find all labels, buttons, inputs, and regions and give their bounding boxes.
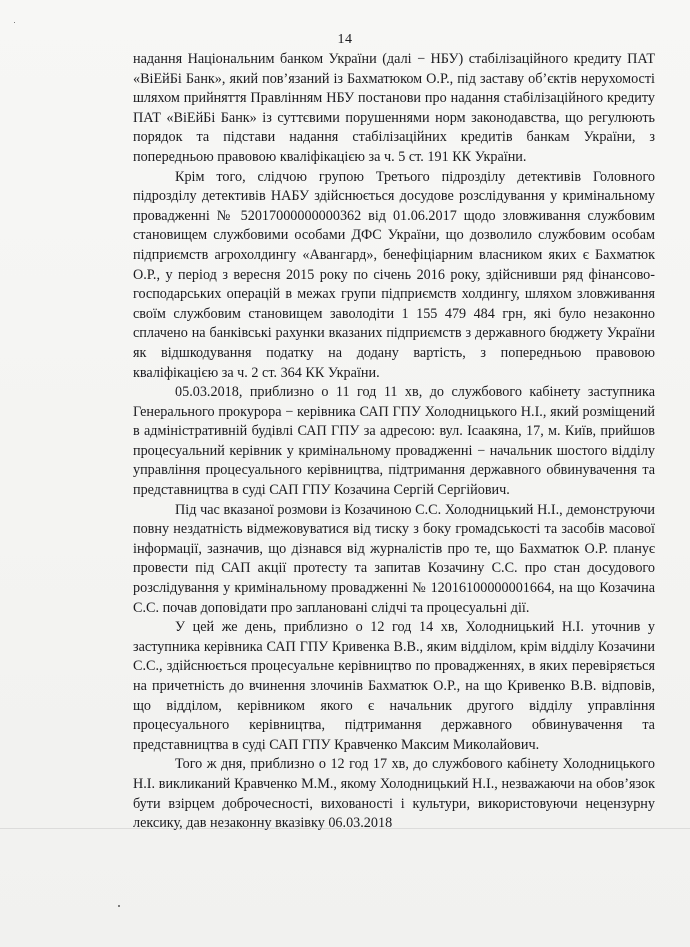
paragraph-kravchenko: Того ж дня, приблизно о 12 год 17 хв, до службового кабінету Холодницького Н.І. викликаний Кравченко М.М., якому Холодницький Н.І., незважаючи на обов’язок бути взірцем доброчесності, вихованості і культури, використовуючи нецензурну лексику, дав незаконну вказівку 06.03.2018	[133, 756, 655, 832]
scan-fold-line	[0, 828, 690, 829]
paragraph-kryvenko: У цей же день, приблизно о 12 год 14 хв, Холодницький Н.І. уточнив у заступника керівника САП ГПУ Кривенка В.В., яким відділом, крім відділу Козачини С.С., здійснюється процесуальне керівництво по провадженнях, в яких перевіряється на причетність до вчинення злочинів Бахматюк О.Р., на що Кривенко В.В. відповів, що відділом, керівником якого є начальник другого відділу управління процесуального керівництва, підтримання державного обвинувачення та представництва в суді САП ГПУ Кравченко Максим Миколайович.	[133, 619, 655, 753]
scan-speck	[14, 22, 15, 23]
paragraph-conversation: Під час вказаної розмови із Козачиною С.С. Холодницький Н.І., демонструючи повну нездатність відмежовуватися від тиску з боку громадськості та засобів масової інформації, зазначив, що дізнався від журналістів про те, що Бахматюк О.Р. планує провести під САП акції протесту та запитав Козачину С.С. про стан досудового розслідування у кримінальному провадженні № 12016100000001664, на що Козачина С.С. почав доповідати про заплановані слідчі та процесуальні дії.	[133, 501, 655, 616]
scan-speck	[118, 905, 120, 907]
page-number: 14	[337, 32, 353, 47]
paragraph-avangard-investigation: Крім того, слідчою групою Третього підрозділу детективів Головного підрозділу детективів НАБУ здійснюється досудове розслідування у кримінальному провадженні № 52017000000000362 від 01.06.2017 щодо зловживання службовим становищем службовими особами ДФС України, що дозволило службовим особам підприємств агрохолдингу «Авангард», бенефіціарним власником яких є Бахматюк О.Р., у період з вересня 2015 року по січень 2016 року, здійснивши ряд фінансово-господарських операцій в межах групи підприємств холдингу, шляхом зловживання своїм службовим становищем заволодіти 1 155 479 484 грн, які було незаконно сплачено на банківські рахунки вказаних підприємств з державного бюджету України як відшкодування податку на додану вартість, з попередньою правовою кваліфікацією за ч. 2 ст. 364 КК України.	[133, 168, 655, 381]
paragraph-nbu-credit: надання Національним банком України (далі − НБУ) стабілізаційного кредиту ПАТ «ВіЕйБі Банк», який пов’язаний із Бахматюком О.Р., під заставу об’єктів нерухомості шляхом прийняття Правлінням НБУ постанови про надання стабілізаційного кредиту ПАТ «ВіЕйБі Банк» із суттєвими порушеннями норм законодавства, що регулюють порядок та підстави надання стабілізаційних кредитів банкам України, з попередньою правовою кваліфікацією за ч. 5 ст. 191 КК України.	[133, 51, 655, 165]
paragraph-kozachyna-visit: 05.03.2018, приблизно о 11 год 11 хв, до службового кабінету заступника Генерального прокурора − керівника САП ГПУ Холодницького Н.І., який розміщений в адміністративній будівлі САП ГПУ за адресою: вул. Ісаакяна, 17, м. Київ, прийшов процесуальний керівник у кримінальному провадженні − начальник шостого відділу управління процесуального керівництва, підтримання державного обвинувачення та представництва в суді САП ГПУ Козачина Сергій Сергійович.	[133, 384, 655, 499]
document-body	[133, 50, 655, 834]
